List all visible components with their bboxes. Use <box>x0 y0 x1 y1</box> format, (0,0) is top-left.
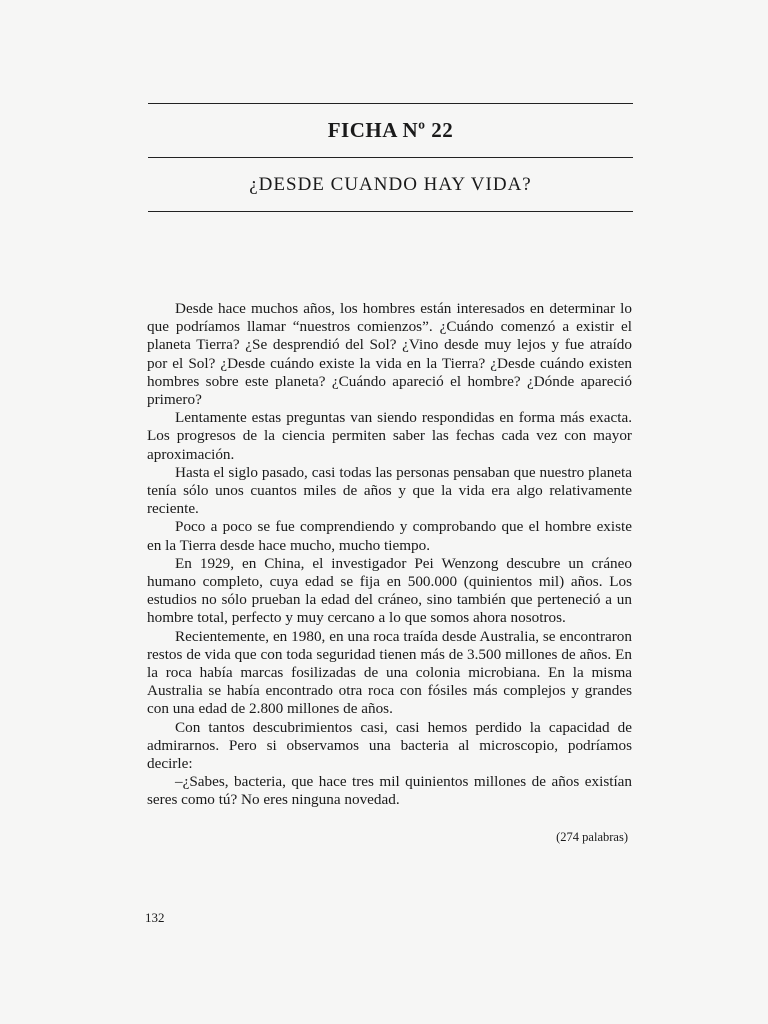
page-subtitle: ¿DESDE CUANDO HAY VIDA? <box>249 174 532 195</box>
paragraph: En 1929, en China, el investigador Pei Wenzong descubre un cráneo humano completo, cuya edad se fija en 500.000 (quinientos mil) años. Los estudios no sólo prueban la edad del cráneo, sino también que perteneció a un hombre total, perfecto y muy cercano a lo que somos ahora nosotros. <box>147 554 632 627</box>
paragraph: Poco a poco se fue comprendiendo y comprobando que el hombre existe en la Tierra desde hace mucho, mucho tiempo. <box>147 518 632 554</box>
body-text <box>147 300 632 810</box>
paragraph: Desde hace muchos años, los hombres están interesados en determinar lo que podríamos llamar “nuestros comienzos”. ¿Cuándo comenzó a existir el planeta Tierra? ¿Se desprendió del Sol? ¿Vino desde muy lejos y fue atraído por el Sol? ¿Desde cuándo existe la vida en la Tierra? ¿Desde cuándo existen hombres sobre este planeta? ¿Cuándo apareció el hombre? ¿Dónde apareció primero? <box>147 300 632 409</box>
bottom-rule <box>148 211 633 212</box>
paragraph: Hasta el siglo pasado, casi todas las personas pensaban que nuestro planeta tenía sólo unos cuantos miles de años y que la vida era algo relativamente reciente. <box>147 463 632 518</box>
page-number: 132 <box>145 910 165 925</box>
paragraph: Recientemente, en 1980, en una roca traída desde Australia, se encontraron restos de vida que con toda seguridad tienen más de 3.500 millones de años. En la roca había marcas fosilizadas de una colonia microbiana. En la misma Australia se había encontrado otra roca con fósiles más complejos y grandes con una edad de 2.800 millones de años. <box>147 627 632 718</box>
middle-rule <box>148 157 633 158</box>
paragraph: Lentamente estas preguntas van siendo respondidas en forma más exacta. Los progresos de la ciencia permiten saber las fechas cada vez con mayor aproximación. <box>147 409 632 463</box>
word-count: (274 palabras) <box>556 830 628 844</box>
paragraph: –¿Sabes, bacteria, que hace tres mil quinientos millones de años existían seres como tú? No eres ninguna novedad. <box>147 773 632 809</box>
page-title: FICHA Nº 22 <box>327 118 454 142</box>
paragraph: Con tantos descubrimientos casi, casi hemos perdido la capacidad de admirarnos. Pero si observamos una bacteria al microscopio, podríamos decirle: <box>147 718 632 773</box>
top-rule <box>148 103 633 104</box>
